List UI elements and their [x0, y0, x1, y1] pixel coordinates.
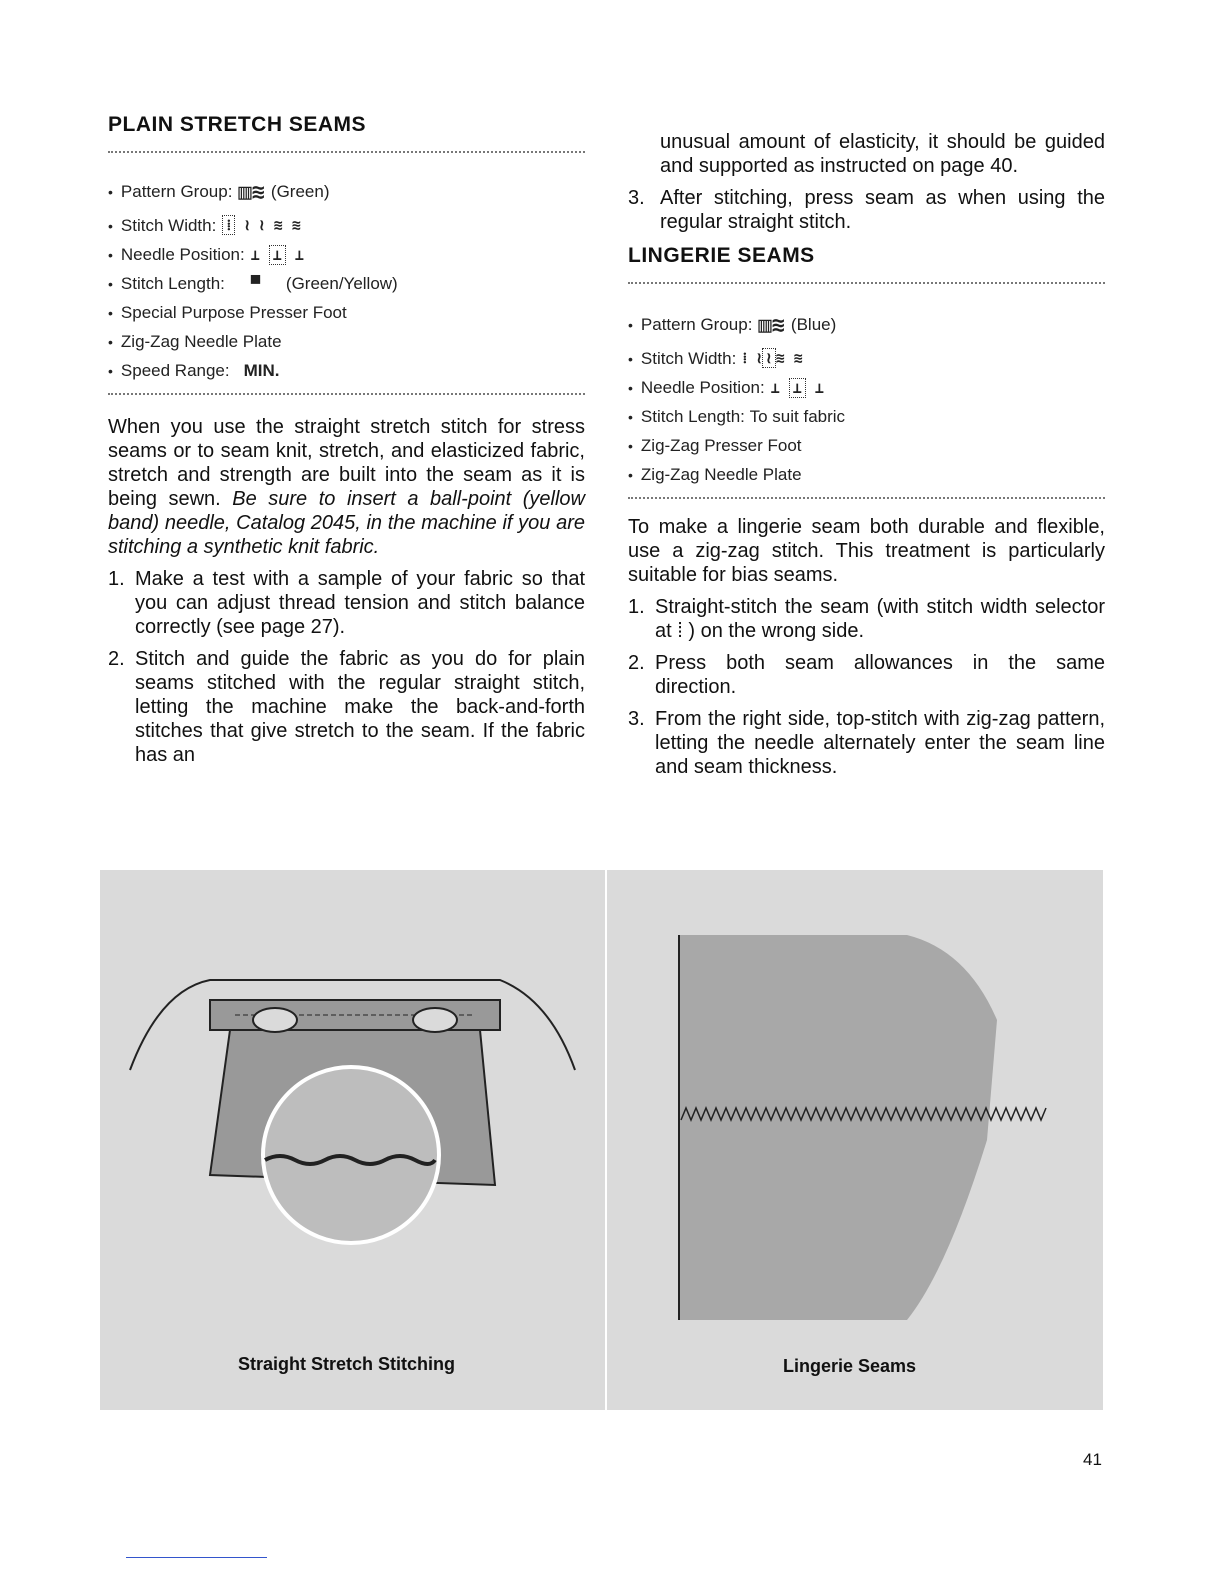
spec-item	[628, 373, 1105, 402]
step-text: Stitch and guide the fabric as you do for plain seams stitched with the regular straight stitch, letting the machine make the back-and-forth stitches that give stretch to the seam. If the fabric has an	[135, 648, 585, 766]
intro-paragraph	[108, 415, 585, 559]
divider	[628, 497, 1105, 499]
straight-stretch-illustration	[100, 870, 605, 1410]
intro-italic: Be sure to insert a ball-point (yellow band) needle, Catalog 2045, in the machine if you are stitching a synthetic knit fabric.	[108, 488, 585, 558]
divider	[108, 151, 585, 153]
continued-paragraph: unusual amount of elasticity, it should be guided and supported as instructed on page 40.	[660, 131, 1105, 177]
step-item	[628, 707, 1105, 779]
divider	[108, 393, 585, 395]
spec-item	[628, 431, 1105, 460]
section-title: PLAIN STRETCH SEAMS	[108, 113, 367, 136]
page-number: 41	[1083, 1450, 1102, 1469]
step-text: Make a test with a sample of your fabric so that you can adjust thread tension and stitch balance correctly (see page 27).	[135, 568, 585, 638]
step-item	[628, 595, 1105, 643]
spec-label: • Speed Range:	[120, 360, 230, 380]
figure-caption: Straight Stretch Stitching	[238, 1354, 456, 1374]
spec-item	[108, 240, 585, 269]
section-title: LINGERIE SEAMS	[628, 244, 815, 267]
intro-text: When you use the straight stretch stitch for stress seams or to seam knit, stretch, and elasticized fabric, stretch and strength are built into the seam as it is being sewn.	[108, 416, 585, 510]
figure-caption: Lingerie Seams	[783, 1356, 917, 1376]
needle-position-icons: ⊥ ⊥ ⊥	[250, 245, 304, 264]
step-number: 2.	[108, 648, 125, 670]
spec-item	[108, 269, 585, 298]
spec-label: • Zig-Zag Needle Plate	[120, 331, 282, 351]
spec-label: • Pattern Group:	[640, 315, 753, 334]
intro-paragraph: To make a lingerie seam both durable and flexible, use a zig-zag stitch. This treatment is particularly suitable for bias seams.	[628, 516, 1105, 586]
right-column	[628, 130, 1105, 779]
step-item	[628, 186, 1105, 234]
step-text: From the right side, top-stitch with zig-zag pattern, letting the needle alternately enter the seam line and seam thickness.	[655, 708, 1105, 778]
spec-label: • Stitch Width:	[640, 348, 737, 368]
spec-label: • Zig-Zag Needle Plate	[640, 464, 802, 484]
spec-label: • Needle Position:	[120, 244, 245, 264]
step-number: 1.	[628, 596, 645, 618]
step-number: 3.	[628, 187, 645, 209]
illustration-panel	[100, 870, 1103, 1410]
spec-note: (Blue)	[790, 315, 837, 334]
spec-note: (Green/Yellow)	[285, 273, 398, 293]
stitch-width-icons: ⁞ ≀ ≀ ≋ ≋	[742, 349, 803, 367]
step-text: After stitching, press seam as when using the regular straight stitch.	[660, 187, 1105, 233]
spec-item	[108, 173, 585, 211]
step-text: Straight-stitch the seam (with stitch width selector at ⁞ ) on the wrong side.	[655, 596, 1105, 642]
step-number: 1.	[108, 568, 125, 590]
spec-label: • Stitch Width:	[120, 215, 217, 235]
spec-value: To suit fabric	[749, 406, 846, 426]
lingerie-seam-illustration	[607, 870, 1103, 1410]
spec-item	[108, 327, 585, 356]
spec-label: • Stitch Length:	[120, 273, 225, 293]
stitch-length-icon: ▀	[250, 274, 260, 293]
step-number: 3.	[628, 708, 645, 730]
spec-label: • Zig-Zag Presser Foot	[640, 435, 802, 455]
spec-item	[108, 211, 585, 240]
step-item	[108, 647, 585, 767]
pattern-group-icon: ▥≋	[758, 312, 785, 338]
spec-label: • Special Purpose Presser Foot	[120, 302, 347, 322]
needle-position-icons: ⊥ ⊥ ⊥	[770, 378, 824, 397]
spec-item	[108, 356, 585, 385]
spec-list	[108, 173, 585, 385]
spec-item	[628, 344, 1105, 373]
spec-label: • Needle Position:	[640, 377, 765, 397]
spec-label: • Pattern Group:	[120, 182, 233, 201]
spec-item	[628, 460, 1105, 489]
spec-list	[628, 306, 1105, 489]
footer-line	[126, 1557, 267, 1558]
divider	[628, 282, 1105, 284]
spec-item	[628, 306, 1105, 344]
pattern-group-icon: ▥≋	[238, 179, 265, 205]
speed-value: MIN.	[243, 360, 280, 380]
stitch-width-icons: ⁞ ≀ ≀ ≋ ≋	[222, 216, 300, 235]
left-column	[108, 113, 585, 767]
step-number: 2.	[628, 652, 645, 674]
spec-note: (Green)	[270, 182, 330, 201]
step-item	[108, 567, 585, 639]
step-text: Press both seam allowances in the same direction.	[655, 652, 1105, 698]
spec-label: • Stitch Length:	[640, 406, 745, 426]
spec-item	[108, 298, 585, 327]
spec-item	[628, 402, 1105, 431]
step-item	[628, 651, 1105, 699]
